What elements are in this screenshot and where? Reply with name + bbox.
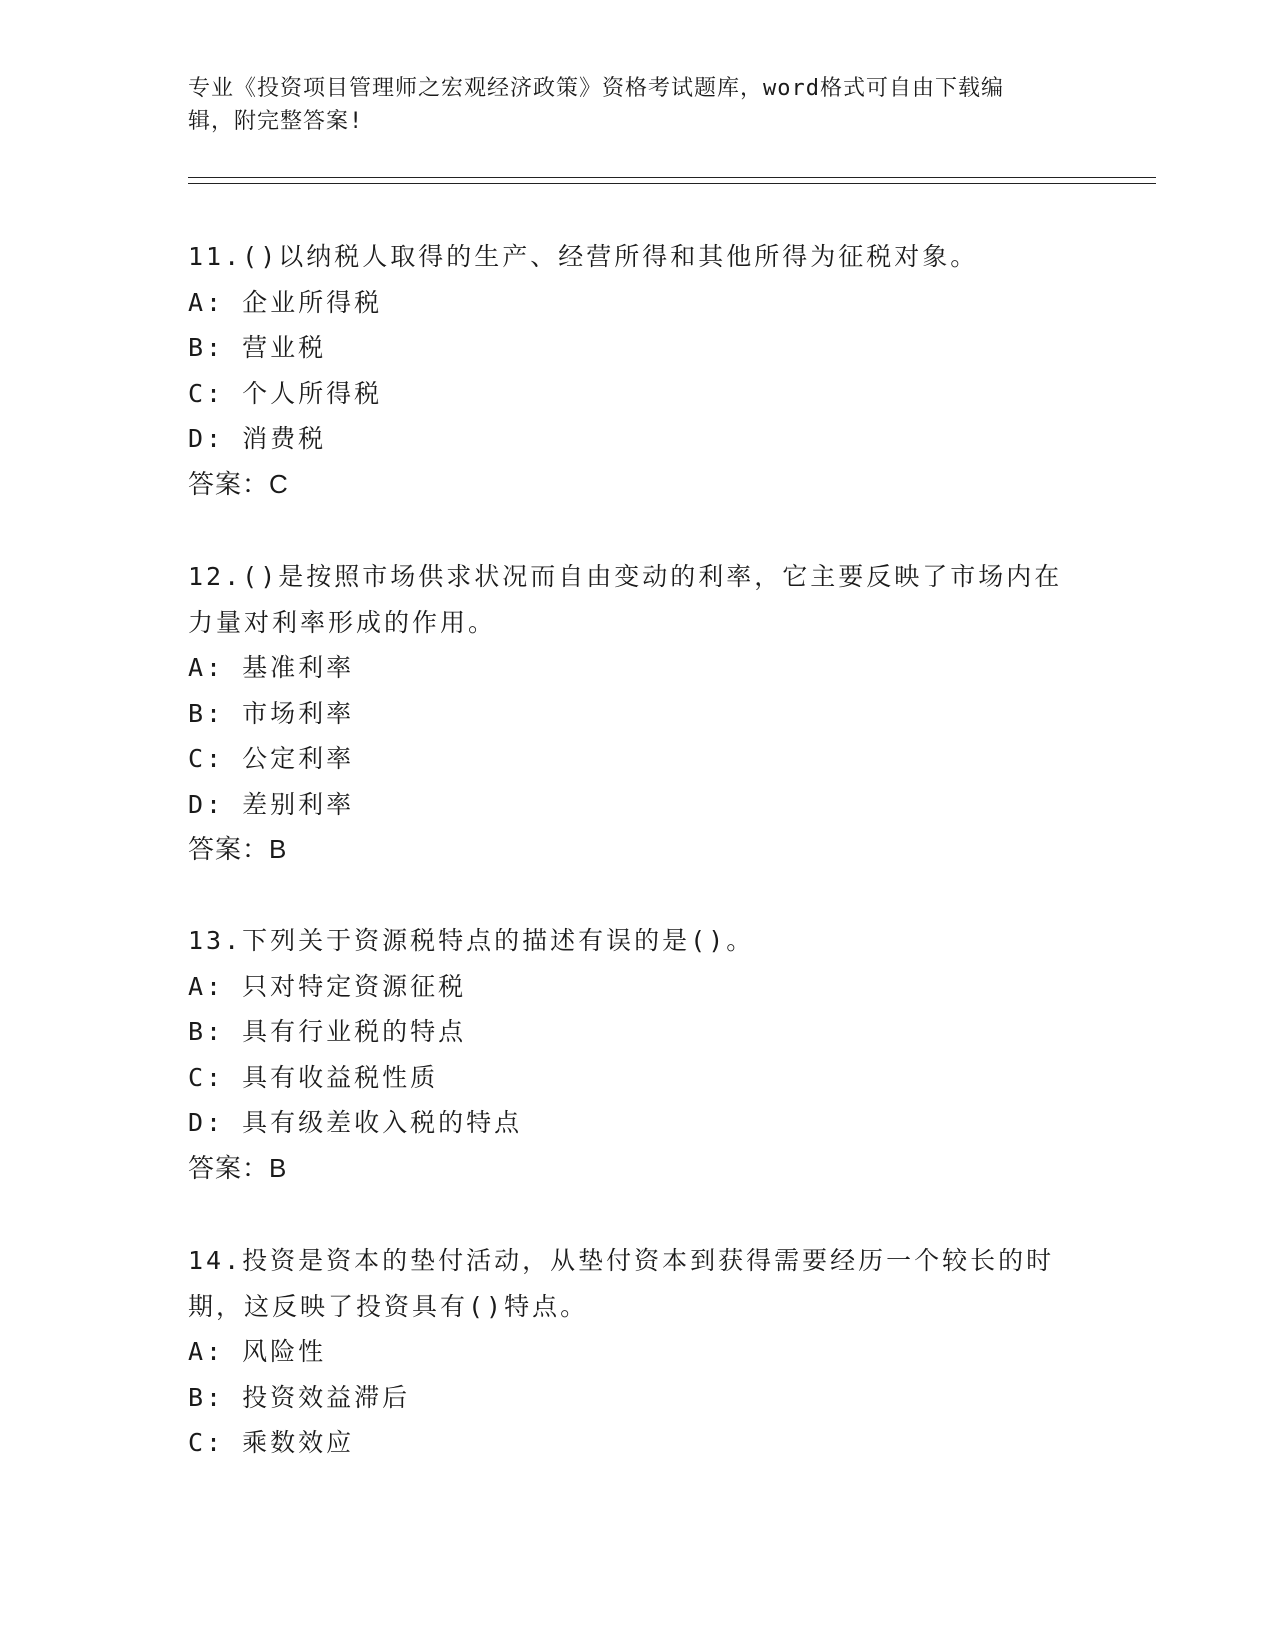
option-a: A: 基准利率 xyxy=(188,653,355,682)
option-a: A: 只对特定资源征税 xyxy=(188,971,467,1001)
question-stem: 12.()是按照市场供求状况而自由变动的利率，它主要反映了市场内在 xyxy=(188,562,1063,591)
option-b: B: 营业税 xyxy=(188,333,327,362)
question-stem: 13.下列关于资源税特点的描述有误的是()。 xyxy=(188,926,755,955)
question-14 xyxy=(188,1238,1088,1466)
question-13 xyxy=(188,918,1088,1191)
question-stem-continued: 力量对利率形成的作用。 xyxy=(188,607,497,637)
option-a: A: 风险性 xyxy=(188,1337,327,1366)
option-a: A: 企业所得税 xyxy=(188,287,383,317)
option-c: C: 乘数效应 xyxy=(188,1428,355,1457)
answer: 答案：B xyxy=(188,1152,288,1183)
option-c: C: 个人所得税 xyxy=(188,378,383,408)
answer: 答案：C xyxy=(188,468,289,499)
header-line-1: 专业《投资项目管理师之宏观经济政策》资格考试题库，word格式可自由下载编 xyxy=(188,76,1004,101)
option-b: B: 投资效益滞后 xyxy=(188,1382,411,1412)
option-b: B: 市场利率 xyxy=(188,698,355,728)
option-c: C: 公定利率 xyxy=(188,744,355,773)
option-d: D: 消费税 xyxy=(188,424,327,453)
header-divider-top xyxy=(188,177,1156,178)
header-divider-bottom xyxy=(188,183,1156,184)
option-d: D: 具有级差收入税的特点 xyxy=(188,1108,523,1137)
question-stem: 14.投资是资本的垫付活动，从垫付资本到获得需要经历一个较长的时 xyxy=(188,1246,1055,1275)
question-12 xyxy=(188,554,1088,873)
option-d: D: 差别利率 xyxy=(188,789,355,819)
option-b: B: 具有行业税的特点 xyxy=(188,1017,467,1046)
answer: 答案：B xyxy=(188,834,288,864)
header-line-2: 辑，附完整答案! xyxy=(188,109,364,134)
option-c: C: 具有收益税性质 xyxy=(188,1062,439,1092)
question-stem-continued: 期，这反映了投资具有()特点。 xyxy=(188,1291,589,1321)
question-stem: 11.()以纳税人取得的生产、经营所得和其他所得为征税对象。 xyxy=(188,242,979,271)
question-11 xyxy=(188,234,1088,507)
document-header xyxy=(188,72,1088,138)
